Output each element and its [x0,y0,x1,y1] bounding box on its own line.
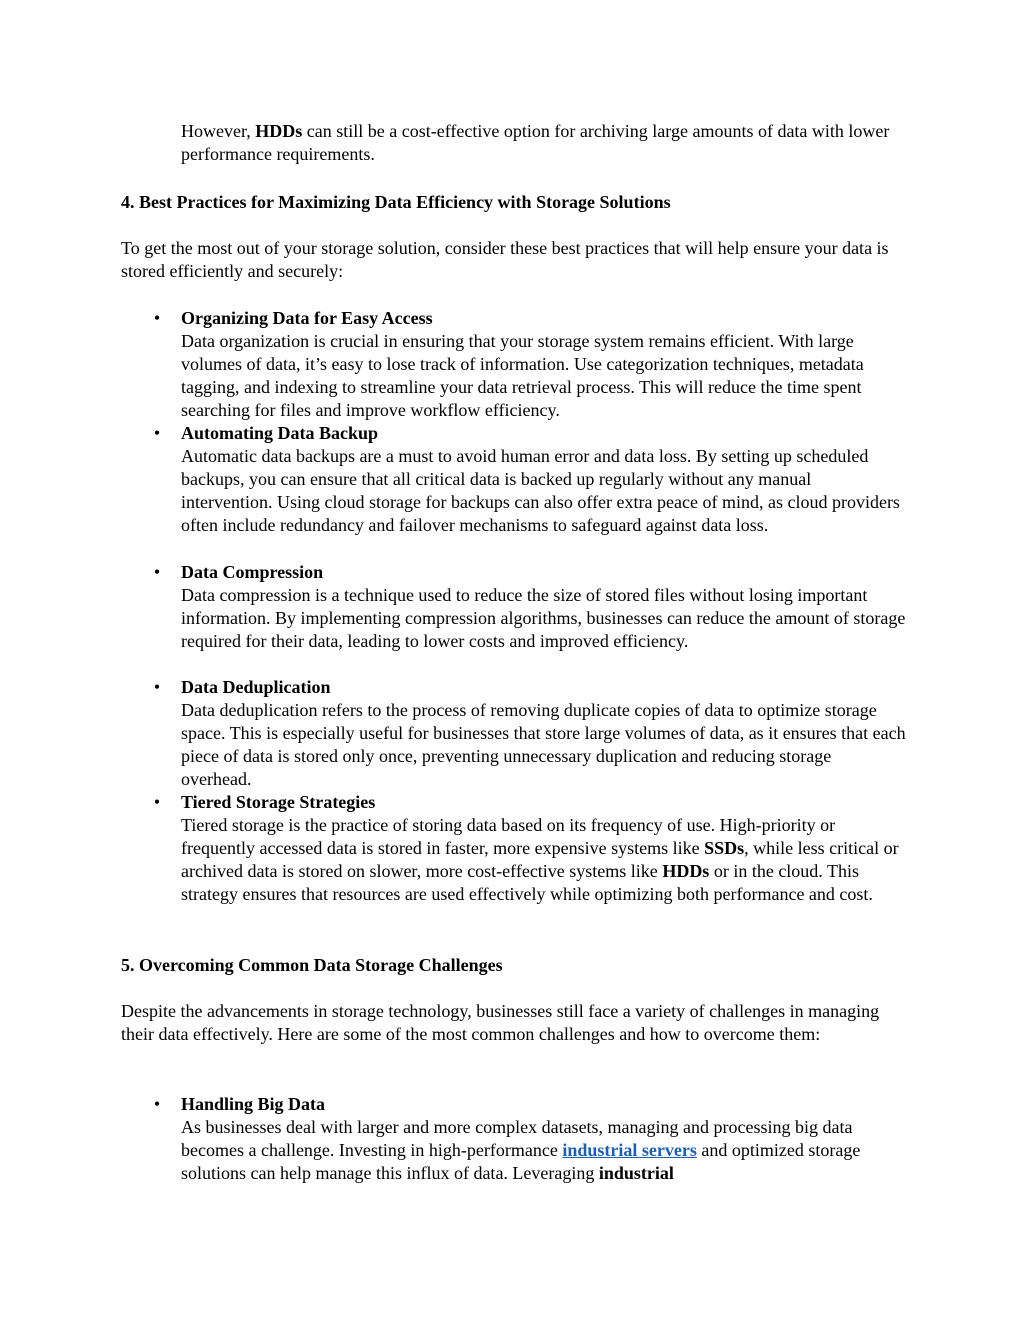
body-text: and optimized storage solutions can help manage this influx of data. Leveraging [181,1140,861,1183]
body-text: , while less critical or archived data is stored on slower, more cost-effective systems like [181,838,899,881]
industrial-servers-link[interactable]: industrial servers [562,1140,697,1160]
list-item-title: Tiered Storage Strategies [181,792,376,812]
intro-text-pre: However, [181,121,256,141]
list-item-title: Organizing Data for Easy Access [181,308,433,328]
list-item [153,422,906,537]
bullet-icon: • [153,792,161,812]
bullet-icon: • [153,1094,161,1114]
bullet-icon: • [153,677,161,697]
intro-paragraph [181,120,906,166]
body-text: or in the cloud. This strategy ensures that resources are used effectively while optimizing both performance and cost. [181,861,873,904]
section-4-heading: 4. Best Practices for Maximizing Data Efficiency with Storage Solutions [121,192,671,212]
list-item-title: Handling Big Data [181,1094,326,1114]
section-5-intro: Despite the advancements in storage technology, businesses still face a variety of challenges in managing their data effectively. Here are some of the most common challenges and how to overcome them: [121,1001,880,1044]
bullet-icon: • [153,562,161,582]
section-5-heading: 5. Overcoming Common Data Storage Challenges [121,955,503,975]
body-text: Tiered storage is the practice of storing data based on its frequency of use. High-priority or frequently accessed data is stored in faster, more expensive systems like [181,815,836,858]
list-item [153,307,906,422]
list-item [153,1093,906,1185]
list-item-body: Automatic data backups are a must to avoid human error and data loss. By setting up scheduled backups, you can ensure that all critical data is backed up regularly without any manual intervention. Using cloud storage for backups can also offer extra peace of mind, as cloud providers often include redundancy and failover mechanisms to safeguard against data loss. [181,446,900,535]
list-item-title: Data Deduplication [181,677,331,697]
list-item-body [181,1117,860,1183]
list-item-body [181,815,899,904]
bullet-icon: • [153,423,161,443]
list-item [153,561,906,653]
list-item [153,676,906,791]
list-item-body: Data organization is crucial in ensuring that your storage system remains efficient. With large volumes of data, it’s easy to lose track of information. Use categorization techniques, metadata tagging, and indexing to streamline your data retrieval process. This will reduce the time spent searching for files and improve workflow efficiency. [181,331,864,420]
list-item-title: Automating Data Backup [181,423,379,443]
list-item [153,791,906,906]
bold-term: industrial [598,1163,674,1183]
bold-term: SSDs [704,838,745,858]
list-item-title: Data Compression [181,562,324,582]
section-4-intro: To get the most out of your storage solution, consider these best practices that will help ensure your data is stored efficiently and securely: [121,238,889,281]
list-item-body: Data compression is a technique used to reduce the size of stored files without losing important information. By implementing compression algorithms, businesses can reduce the amount of storage required for their data, leading to lower costs and improved efficiency. [181,585,906,651]
intro-bold-term: HDDs [255,121,303,141]
intro-text-post: can still be a cost-effective option for archiving large amounts of data with lower performance requirements. [181,121,890,164]
bold-term: HDDs [662,861,710,881]
list-item-body: Data deduplication refers to the process of removing duplicate copies of data to optimize storage space. This is especially useful for businesses that store large volumes of data, as it ensures that each piece of data is stored only once, preventing unnecessary duplication and reducing storage overhead. [181,700,906,789]
bullet-icon: • [153,308,161,328]
body-text: As businesses deal with larger and more complex datasets, managing and processing big data becomes a challenge. Investing in high-performance [181,1117,853,1160]
